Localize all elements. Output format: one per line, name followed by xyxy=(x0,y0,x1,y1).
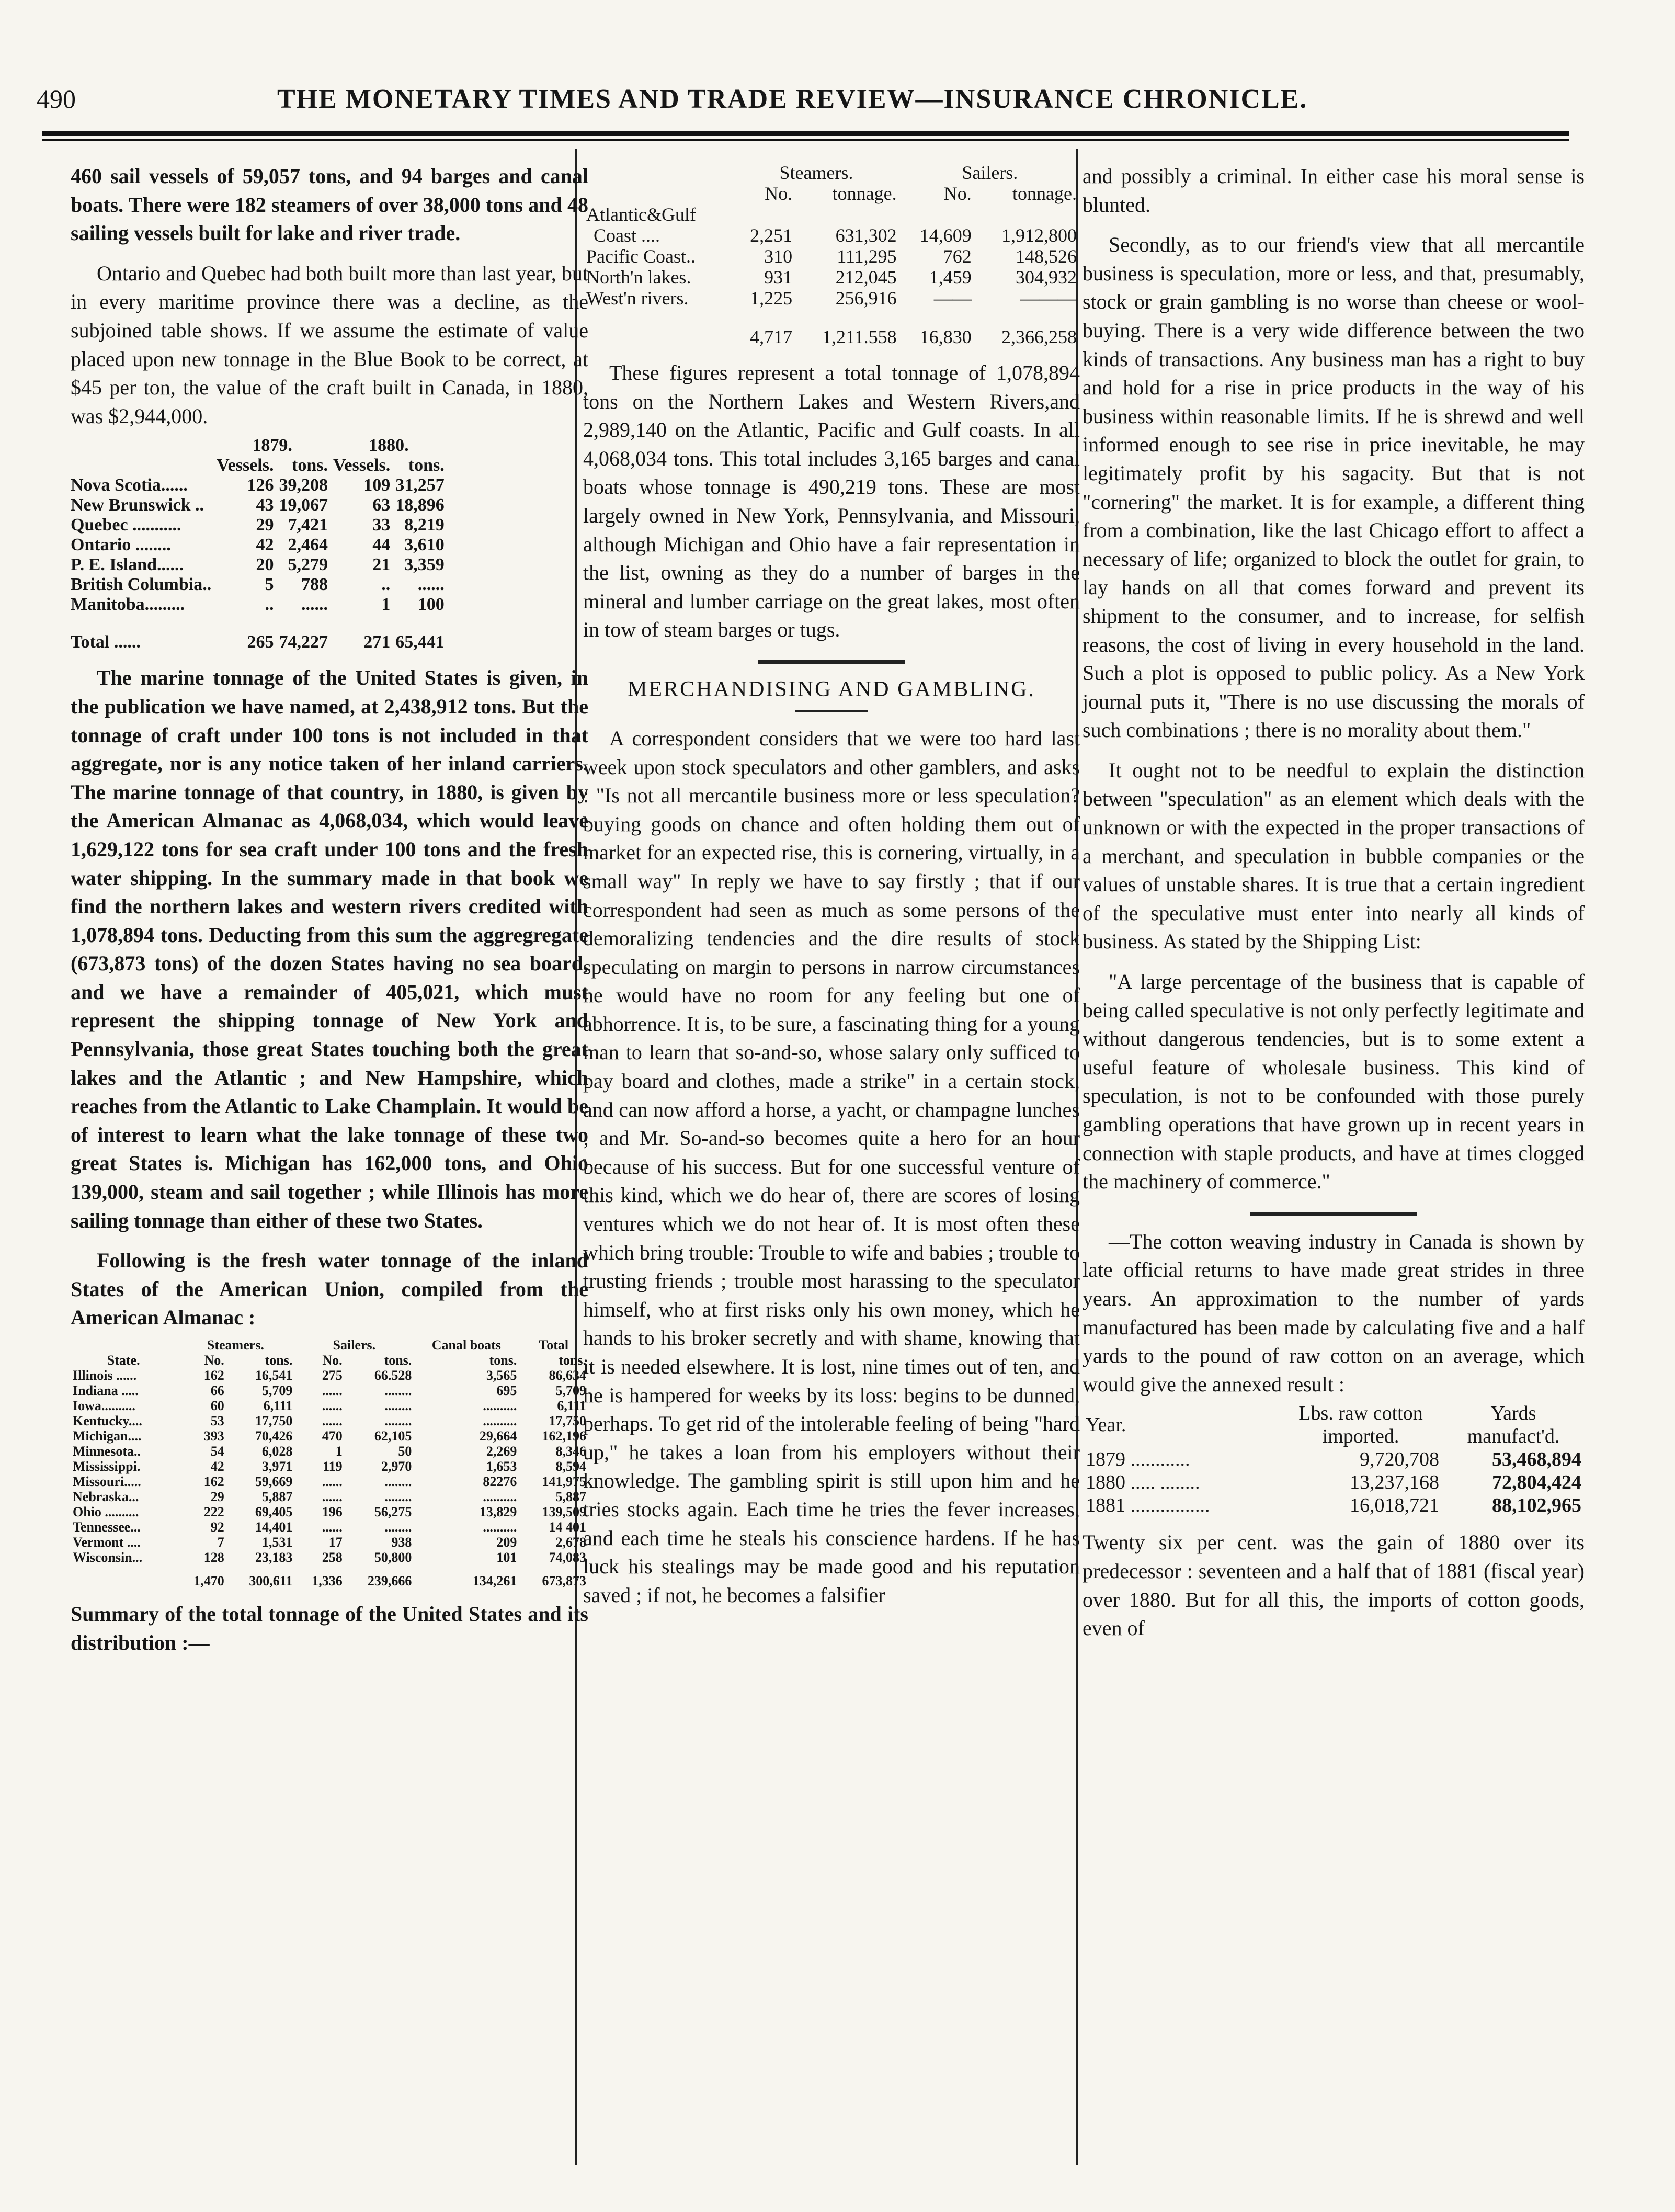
province-name: Manitoba......... xyxy=(71,595,185,615)
vessels-1880: 33 xyxy=(372,515,391,535)
tons-header: tons. xyxy=(489,1353,517,1368)
vessels-1879: 29 xyxy=(256,515,274,535)
canal-tons: 3,565 xyxy=(486,1368,517,1383)
tons-1879: ...... xyxy=(301,595,328,615)
total-steamers-no: 1,470 xyxy=(193,1573,224,1589)
lbs-header: Lbs. raw cotton imported. xyxy=(1298,1402,1423,1448)
total-tons: 6,111 xyxy=(557,1398,586,1413)
total-tons: 5,709 xyxy=(555,1383,586,1398)
steamers-no: 60 xyxy=(210,1398,224,1413)
total-tons: 139,509 xyxy=(542,1504,586,1519)
total-tons: 5,887 xyxy=(555,1489,586,1504)
tonnage-header: tonnage. xyxy=(832,183,897,204)
tons-1879: 2,464 xyxy=(288,535,328,555)
province-name: New Brunswick .. xyxy=(71,495,204,515)
steamers-no: 53 xyxy=(210,1413,224,1428)
steamers-tons: 16,541 xyxy=(255,1368,293,1383)
no-header: No. xyxy=(765,183,793,204)
total-vessels-1879: 265 xyxy=(247,632,274,652)
vessels-1879: 5 xyxy=(265,575,274,595)
state-name: Kentucky.... xyxy=(73,1413,142,1428)
yards-cell: 53,468,894 xyxy=(1492,1448,1581,1471)
canal-tons: 101 xyxy=(496,1550,517,1565)
sailers-no: ...... xyxy=(322,1489,343,1504)
header-rule-thin xyxy=(42,139,1569,141)
steamers-no: 310 xyxy=(764,246,793,267)
tons-1879: 7,421 xyxy=(288,515,328,535)
tons-1880: 3,610 xyxy=(404,535,445,555)
sailers-tons: 66.528 xyxy=(374,1368,412,1383)
sailers-tons: ........ xyxy=(384,1383,412,1398)
column-2 xyxy=(583,162,1080,1609)
tons-1879: 788 xyxy=(301,575,328,595)
steamers-tons: 70,426 xyxy=(255,1428,293,1444)
table-row xyxy=(71,1550,588,1565)
table-row xyxy=(71,475,450,495)
sailers-tons: ........ xyxy=(384,1474,412,1489)
vessels-header: Vessels. xyxy=(217,456,274,475)
sailers-no: ...... xyxy=(322,1383,343,1398)
steamers-no: 222 xyxy=(203,1504,224,1519)
total-sailers-no: 16,830 xyxy=(919,326,972,347)
canal-boats-header: Canal boats xyxy=(431,1337,501,1353)
canal-tons: 13,829 xyxy=(479,1504,517,1519)
states-header-row-2 xyxy=(71,1353,588,1368)
summary-header-row-1 xyxy=(583,162,1080,183)
column-1 xyxy=(71,162,588,1657)
year-cell: 1879 ............ xyxy=(1086,1448,1190,1471)
col1-paragraph-4: Following is the fresh water tonnage of the inland States of the American Union, compiled from the American Almanac : xyxy=(71,1249,588,1330)
table-row xyxy=(71,1535,588,1550)
no-header: No. xyxy=(322,1353,343,1368)
state-name: Vermont .... xyxy=(73,1535,141,1550)
sailers-tons: ........ xyxy=(384,1489,412,1504)
canal-tons: 2,269 xyxy=(486,1444,517,1459)
province-name: Nova Scotia...... xyxy=(71,475,188,495)
tons-1880: 18,896 xyxy=(395,495,445,515)
table-row xyxy=(71,595,450,615)
col2-paragraph-1: These figures represent a total tonnage of 1,078,894 tons on the Northern Lakes and Western Rivers,and 2,989,140 on the Atlantic, Pacific and Gulf coasts. In all 4,068,034 tons. This total includes 3,165 barges and canal boats whose tonnage is 490,219 tons. These are most largely owned in New York, Pennsylvania, and Missouri, although Michigan and Ohio have a fair representation in the list, owning as they do a number of barges in the mineral and lumber carriage on the great lakes, most often in tow of steam barges or tugs. xyxy=(583,361,1080,642)
col3-quote: "A large percentage of the business that is capable of being called speculative is not only perfectly legitimate and without dangerous tendencies, but is to some extent a useful feature of wholesale business. This kind of speculation, is not to be confounded with those purely gambling operations that have grown up in recent years in connection with staple products, and have at times clogged the machinery of commerce." xyxy=(1083,970,1585,1194)
sailers-tons: 50,800 xyxy=(374,1550,412,1565)
sailers-no: 275 xyxy=(322,1368,343,1383)
vessels-1880: .. xyxy=(381,575,391,595)
steamers-tonnage: 111,295 xyxy=(837,246,897,267)
steamers-no: 162 xyxy=(203,1474,224,1489)
sailers-tons: 938 xyxy=(391,1535,412,1550)
sailers-header: Sailers. xyxy=(962,162,1018,183)
sailers-tonnage: ——— xyxy=(1020,288,1077,309)
table-row xyxy=(1083,1471,1585,1494)
sailers-no: ...... xyxy=(322,1519,343,1535)
col1-paragraph-1: 460 sail vessels of 59,057 tons, and 94 barges and canal boats. There were 182 steamers of over 38,000 tons and 48 sailing vessels built for lake and river trade. xyxy=(71,164,588,245)
no-header: No. xyxy=(204,1353,224,1368)
vessels-1879: 126 xyxy=(247,475,274,495)
table-row xyxy=(71,1474,588,1489)
publication-title: THE MONETARY TIMES AND TRADE REVIEW—INSURANCE CHRONICLE. xyxy=(277,84,1308,114)
steamers-tons: 23,183 xyxy=(255,1550,293,1565)
steamers-no: 162 xyxy=(203,1368,224,1383)
steamers-tons: 14,401 xyxy=(255,1519,293,1535)
table-row xyxy=(71,515,450,535)
us-summary-table xyxy=(583,162,1080,347)
table-row xyxy=(71,1428,588,1444)
col3-paragraph-5: —The cotton weaving industry in Canada is shown by late official returns to have made great strides in three years. An approximation to the number of yards manufactured has been made by calculating five and a half yards to the pound of raw cotton on an average, which would give the annexed result : xyxy=(1083,1229,1585,1396)
canal-tons: 695 xyxy=(496,1383,517,1398)
col2-paragraph-2: A correspondent considers that we were too hard last week upon stock speculators and other gamblers, and asks : "Is not all mercantile business more or less speculation? buying goods on chance and often holding them out of market for an expected rise, this is cornering, virtually, in a small way" In reply we have to say firstly ; that if our correspondent had seen as much as some persons of the demoralizing tendencies and the dire results of stock speculating on margin to persons in narrow circumstances he would have no room for any feeling but one of abhorrence. It is, to be sure, a fascinating thing for a young man to learn that so-and-so, whose salary only sufficed to pay board and clothes, made a strike" in a certain stock, and can now afford a horse, a yacht, or champagne lunches ; and Mr. So-and-so becomes quite a hero for an hour because of his success. But for one successful venture of this kind, which we do hear of, there are scores of losing ventures which we do not hear of. It is most often these which bring trouble: Trouble to wife and babies ; trouble to trusting friends ; trouble most harassing to the speculator himself, who at first risks only his own money, which he hands to his broker secretly and with shame, knowing that it is needed elsewhere. It is lost, nine times out of ten, and he is hampered for weeks by its loss: begins to be dunned, perhaps. To get rid of the intolerable feeling of being "hard up," he takes a loan from his employers without their knowledge. The gambling spirit is still upon him and he tries stocks again. Each time he tries the fever increases, and each time he steals his conscience hardens. If he has luck his stealings may be made good and his reputation saved ; if not, he becomes a falsifier xyxy=(583,726,1080,1607)
steamers-tons: 59,669 xyxy=(255,1474,293,1489)
total-tons: 86,634 xyxy=(549,1368,586,1383)
tons-header: tons. xyxy=(408,456,445,475)
total-canal-tons: 134,261 xyxy=(472,1573,517,1589)
state-name: Missouri..... xyxy=(73,1474,141,1489)
tons-header: tons. xyxy=(265,1353,293,1368)
lbs-cell: 13,237,168 xyxy=(1350,1471,1439,1494)
sailers-no xyxy=(900,204,975,225)
year-1880-header: 1880. xyxy=(369,436,409,456)
steamers-tonnage xyxy=(795,204,899,225)
table-row xyxy=(71,555,450,575)
provinces-col-row xyxy=(71,456,450,475)
vessels-1880: 109 xyxy=(363,475,391,495)
table-row xyxy=(71,1504,588,1519)
column-3 xyxy=(1083,162,1585,1643)
col3-paragraph-3: It ought not to be needful to explain the distinction between "speculation" as an element which deals with the unknown or with the expected in the proper transactions of a merchant, and speculation in bubble companies or the values of unstable shares. It is true that a certain ingredient of the speculative must enter into nearly all kinds of business. As stated by the Shipping List: xyxy=(1083,758,1585,954)
total-tons: 14 401 xyxy=(549,1519,586,1535)
state-name: Indiana ..... xyxy=(73,1383,139,1398)
col3-paragraph-6: Twenty six per cent. was the gain of 1880 over its predecessor : seventeen and a half that of 1881 (fiscal year) over 1880. But for all this, the imports of cotton goods, even of xyxy=(1083,1530,1585,1640)
table-row xyxy=(71,575,450,595)
table-row xyxy=(71,1444,588,1459)
sailers-tonnage: 304,932 xyxy=(1016,267,1077,288)
total-sailers-tons: 239,666 xyxy=(367,1573,412,1589)
province-name: Ontario ........ xyxy=(71,535,171,555)
states-table xyxy=(71,1337,588,1589)
cotton-header-row xyxy=(1083,1402,1585,1448)
region-name: North'n lakes. xyxy=(586,267,691,288)
total-vessels-1880: 271 xyxy=(363,632,391,652)
table-row xyxy=(583,288,1080,309)
sailers-tons: 2,970 xyxy=(381,1459,412,1474)
state-name: Michigan.... xyxy=(73,1428,142,1444)
state-name: Tennessee... xyxy=(73,1519,141,1535)
cotton-table xyxy=(1083,1402,1585,1517)
sailers-header: Sailers. xyxy=(333,1337,376,1353)
vessels-1879: .. xyxy=(265,595,274,615)
state-name: Illinois ...... xyxy=(73,1368,137,1383)
table-row xyxy=(583,204,1080,225)
provinces-table xyxy=(71,436,450,652)
state-name: Nebraska... xyxy=(73,1489,139,1504)
year-cell: 1881 ................ xyxy=(1086,1494,1210,1517)
tons-header: tons. xyxy=(292,456,328,475)
steamers-no: 2,251 xyxy=(750,225,793,246)
total-steamers-tonnage: 1,211.558 xyxy=(822,326,897,347)
page-number: 490 xyxy=(37,84,76,114)
total-row xyxy=(583,309,1080,347)
tons-header: tons. xyxy=(559,1353,586,1368)
total-row xyxy=(71,615,450,652)
sailers-no: 119 xyxy=(323,1459,343,1474)
page-header xyxy=(37,84,1605,120)
year-header: Year. xyxy=(1086,1414,1126,1436)
summary-header-row-2 xyxy=(583,183,1080,204)
vessels-1879: 43 xyxy=(256,495,274,515)
lbs-cell: 9,720,708 xyxy=(1360,1448,1439,1471)
steamers-no: 42 xyxy=(210,1459,224,1474)
steamers-tons: 69,405 xyxy=(255,1504,293,1519)
tons-1880: ...... xyxy=(417,575,445,595)
tons-1880: 3,359 xyxy=(404,555,445,575)
table-row xyxy=(1083,1448,1585,1471)
sailers-tons: ........ xyxy=(384,1413,412,1428)
state-name: Iowa.......... xyxy=(73,1398,135,1413)
tons-1879: 5,279 xyxy=(288,555,328,575)
canal-tons: 1,653 xyxy=(486,1459,517,1474)
year-cell: 1880 ..... ........ xyxy=(1086,1471,1200,1494)
sailers-tons: 56,275 xyxy=(374,1504,412,1519)
table-row xyxy=(71,1398,588,1413)
table-row xyxy=(583,246,1080,267)
sailers-no: ...... xyxy=(322,1413,343,1428)
table-row xyxy=(583,267,1080,288)
steamers-no: 128 xyxy=(203,1550,224,1565)
province-name: British Columbia.. xyxy=(71,575,212,595)
steamers-no: 54 xyxy=(210,1444,224,1459)
no-header: No. xyxy=(943,183,972,204)
total-tons-1879: 74,227 xyxy=(279,632,328,652)
sailers-no: 470 xyxy=(322,1428,343,1444)
steamers-no: 931 xyxy=(764,267,793,288)
steamers-no: 92 xyxy=(210,1519,224,1535)
canal-tons: .......... xyxy=(483,1398,517,1413)
section-separator xyxy=(1250,1212,1417,1216)
col1-paragraph-2: Ontario and Quebec had both built more than last year, but in every maritime province there was a decline, as the subjoined table shows. If we assume the estimate of value placed upon new tonnage in the Blue Book to be correct, at $45 per ton, the value of the craft built in Canada, in 1880, was $2,944,000. xyxy=(71,261,588,428)
total-steamers-no: 4,717 xyxy=(750,326,793,347)
sailers-tons: ........ xyxy=(384,1519,412,1535)
tons-1880: 8,219 xyxy=(404,515,445,535)
col1-paragraph-5: Summary of the total tonnage of the United States and its distribution :— xyxy=(71,1602,588,1654)
total-header: Total xyxy=(539,1337,569,1353)
state-name: Mississippi. xyxy=(73,1459,141,1474)
header-rule-thick xyxy=(42,131,1569,136)
canal-tons: 29,664 xyxy=(479,1428,517,1444)
region-name: Atlantic&Gulf xyxy=(586,204,696,225)
steamers-tons: 1,531 xyxy=(261,1535,293,1550)
sailers-tonnage xyxy=(975,204,1080,225)
table-row xyxy=(583,225,1080,246)
sailers-no: 762 xyxy=(943,246,972,267)
grand-total-tons: 673,873 xyxy=(542,1573,586,1589)
steamers-no: 29 xyxy=(210,1489,224,1504)
vessels-1880: 1 xyxy=(381,595,391,615)
tons-1880: 100 xyxy=(417,595,445,615)
article-heading: MERCHANDISING AND GAMBLING. xyxy=(628,677,1035,701)
state-name: Wisconsin... xyxy=(73,1550,143,1565)
canal-tons: .......... xyxy=(483,1413,517,1428)
table-row xyxy=(71,1519,588,1535)
sailers-tonnage: 1,912,800 xyxy=(1001,225,1077,246)
steamers-no: 1,225 xyxy=(750,288,793,309)
steamers-tons: 5,709 xyxy=(261,1383,293,1398)
total-row xyxy=(71,1565,588,1589)
total-tons: 17,750 xyxy=(549,1413,586,1428)
yards-cell: 88,102,965 xyxy=(1492,1494,1581,1517)
steamers-tonnage: 631,302 xyxy=(835,225,897,246)
vessels-1880: 21 xyxy=(372,555,391,575)
total-sailers-no: 1,336 xyxy=(312,1573,343,1589)
sailers-no: 258 xyxy=(322,1550,343,1565)
total-tons: 8,594 xyxy=(555,1459,586,1474)
year-1879-header: 1879. xyxy=(252,436,292,456)
vessels-1880: 63 xyxy=(372,495,391,515)
canal-tons: .......... xyxy=(483,1519,517,1535)
total-tons: 162,196 xyxy=(542,1428,586,1444)
section-separator xyxy=(758,660,905,664)
region-name: West'n rivers. xyxy=(586,288,689,309)
table-row xyxy=(71,535,450,555)
province-name: Quebec ........... xyxy=(71,515,181,535)
steamers-no: 393 xyxy=(203,1428,224,1444)
sailers-tons: ........ xyxy=(384,1398,412,1413)
total-label: Total ...... xyxy=(71,632,141,652)
state-header: State. xyxy=(107,1353,140,1368)
total-tons: 74,083 xyxy=(549,1550,586,1565)
total-steamers-tons: 300,611 xyxy=(249,1573,293,1589)
sailers-no: 1 xyxy=(335,1444,343,1459)
col3-paragraph-2: Secondly, as to our friend's view that all mercantile business is speculation, more or less, and that, presumably, stock or grain gambling is no worse than cheese or wool-buying. There is a very wide difference between the two kinds of transactions. Any business man has a right to buy and hold for a rise in price products in the way of his business within reasonable limits. If he is shrewd and well informed enough to see rise in price inevitable, he may legitimately profit by his sagacity. But that is not "cornering" the market. It is for example, a different thing from a combination, like the last Chicago effort to affect a necessary of life; organized to block the outlet for grain, to lay hands on all that comes forward and prevent its shipment to the consumer, and to increase, for selfish reasons, the cost of living in every household in the land. Such a plot is opposed to public policy. As a New York journal puts it, "There is no use discussing the morals of such combinations ; there is no morality about them." xyxy=(1083,233,1585,742)
steamers-tons: 17,750 xyxy=(255,1413,293,1428)
steamers-header: Steamers. xyxy=(207,1337,264,1353)
steamers-no: 66 xyxy=(210,1383,224,1398)
tonnage-header: tonnage. xyxy=(1012,183,1077,204)
provinces-year-row xyxy=(71,436,450,456)
table-row xyxy=(71,495,450,515)
total-tons: 2,678 xyxy=(555,1535,586,1550)
steamers-tons: 5,887 xyxy=(261,1489,293,1504)
table-row xyxy=(71,1383,588,1398)
state-name: Ohio .......... xyxy=(73,1504,139,1519)
table-row xyxy=(71,1459,588,1474)
sailers-tons: 50 xyxy=(398,1444,412,1459)
total-tons: 8,346 xyxy=(555,1444,586,1459)
total-tons-1880: 65,441 xyxy=(395,632,445,652)
canal-tons: 82276 xyxy=(483,1474,517,1489)
region-name: Pacific Coast.. xyxy=(586,246,696,267)
vessels-1880: 44 xyxy=(372,535,391,555)
vessels-1879: 20 xyxy=(256,555,274,575)
table-row xyxy=(71,1413,588,1428)
state-name: Minnesota.. xyxy=(73,1444,141,1459)
table-row xyxy=(71,1489,588,1504)
steamers-tons: 6,111 xyxy=(263,1398,293,1413)
total-tons: 141,975 xyxy=(542,1474,586,1489)
tons-1880: 31,257 xyxy=(395,475,445,495)
sailers-no: ...... xyxy=(322,1398,343,1413)
sailers-no: —— xyxy=(933,288,972,309)
sailers-no: 196 xyxy=(322,1504,343,1519)
tons-header: tons. xyxy=(384,1353,412,1368)
states-header-row-1 xyxy=(71,1337,588,1353)
region-name: Coast .... xyxy=(594,225,660,246)
steamers-tons: 3,971 xyxy=(261,1459,293,1474)
canal-tons: 209 xyxy=(496,1535,517,1550)
yards-header: Yards manufact'd. xyxy=(1467,1402,1560,1448)
col3-paragraph-1: and possibly a criminal. In either case his moral sense is blunted. xyxy=(1083,164,1585,217)
sailers-no: ...... xyxy=(322,1474,343,1489)
sailers-tons: 62,105 xyxy=(374,1428,412,1444)
steamers-header: Steamers. xyxy=(779,162,853,183)
tons-1879: 19,067 xyxy=(279,495,328,515)
steamers-no xyxy=(733,204,795,225)
tons-1879: 39,208 xyxy=(279,475,328,495)
sailers-tonnage: 148,526 xyxy=(1016,246,1077,267)
vessels-1879: 42 xyxy=(256,535,274,555)
province-name: P. E. Island...... xyxy=(71,555,184,575)
steamers-no: 7 xyxy=(217,1535,224,1550)
yards-cell: 72,804,424 xyxy=(1492,1471,1581,1494)
table-row xyxy=(71,1368,588,1383)
col1-paragraph-3: The marine tonnage of the United States is given, in the publication we have named, at 2,438,912 tons. But the tonnage of craft under 100 tons is not included in that aggregate, nor is any notice taken of her inland carriers. The marine tonnage of that country, in 1880, is given by the American Almanac as 4,068,034, which would leave 1,629,122 tons for sea craft under 100 tons and the fresh water shipping. In the summary made in that book we find the northern lakes and western rivers credited with 1,078,894 tons. Deducting from this sum the aggregregate (673,873 tons) of the dozen States having no sea board, and we have a remainder of 405,021, which must represent the shipping tonnage of New York and Pennsylvania, those great States touching both the great lakes and the Atlantic ; and New Hampshire, which reaches from the Atlantic to Lake Champlain. It would be of interest to learn what the lake tonnage of these two great States is. Michigan has 162,000 tons, and Ohio 139,000, steam and sail together ; while Illinois has more sailing tonnage than either of these two States. xyxy=(71,666,588,1232)
lbs-cell: 16,018,721 xyxy=(1350,1494,1439,1517)
sailers-no: 1,459 xyxy=(929,267,972,288)
steamers-tons: 6,028 xyxy=(261,1444,293,1459)
steamers-tonnage: 256,916 xyxy=(835,288,897,309)
total-sailers-tonnage: 2,366,258 xyxy=(1001,326,1077,347)
sailers-no: 17 xyxy=(328,1535,343,1550)
sailers-no: 14,609 xyxy=(919,225,972,246)
canal-tons: .......... xyxy=(483,1489,517,1504)
heading-rule xyxy=(795,710,868,712)
vessels-header: Vessels. xyxy=(333,456,391,475)
table-row xyxy=(1083,1494,1585,1517)
steamers-tonnage: 212,045 xyxy=(835,267,897,288)
